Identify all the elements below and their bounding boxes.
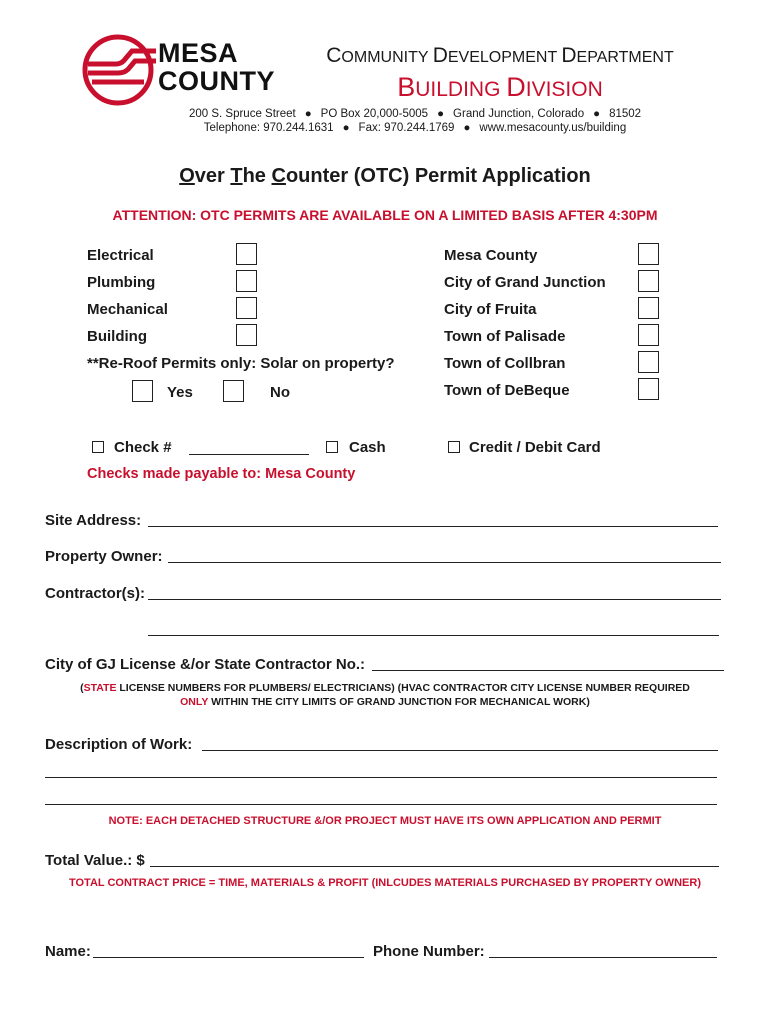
jurisdiction-debeque-label: Town of DeBeque: [444, 382, 570, 399]
phone-field[interactable]: [489, 957, 717, 958]
jurisdiction-mesa-county-label: Mesa County: [444, 247, 538, 264]
electrical-checkbox[interactable]: [236, 243, 257, 265]
structure-note: NOTE: EACH DETACHED STRUCTURE &/OR PROJECT MUST HAVE ITS OWN APPLICATION AND PERMIT: [108, 815, 662, 827]
total-value-note: TOTAL CONTRACT PRICE = TIME, MATERIALS & PROFIT (INLCUDES MATERIALS PURCHASED BY PROPERTY OWNER): [68, 877, 701, 889]
division-name: BUILDING DIVISION: [397, 72, 603, 102]
name-label: Name:: [45, 943, 91, 960]
solar-no-checkbox[interactable]: [223, 380, 244, 402]
logo-text-line1: MESA: [158, 38, 239, 68]
mesa-county-logo: [82, 34, 275, 106]
check-payment-checkbox[interactable]: [92, 441, 104, 453]
check-number-field[interactable]: [189, 454, 309, 455]
license-field[interactable]: [372, 670, 724, 671]
solar-no-label: No: [270, 384, 290, 401]
site-address-field[interactable]: [148, 526, 718, 527]
grand-junction-checkbox[interactable]: [638, 270, 659, 292]
jurisdiction-grand-junction-label: City of Grand Junction: [444, 274, 606, 291]
form-title: Over The Counter (OTC) Permit Application: [179, 165, 591, 187]
attention-notice: ATTENTION: OTC PERMITS ARE AVAILABLE ON A LIMITED BASIS AFTER 4:30PM: [112, 207, 658, 223]
department-name: COMMUNITY DEVELOPMENT DEPARTMENT: [326, 44, 674, 67]
jurisdiction-fruita-label: City of Fruita: [444, 301, 537, 318]
address-line: 200 S. Spruce Street ● PO Box 20,000-5005 ● Grand Junction, Colorado ● 81502: [188, 108, 642, 120]
mesa-county-emblem-icon: [82, 34, 158, 106]
solar-yes-label: Yes: [167, 384, 193, 401]
jurisdiction-palisade-label: Town of Palisade: [444, 328, 566, 345]
license-note: (STATE LICENSE NUMBERS FOR PLUMBERS/ ELECTRICIANS) (HVAC CONTRACTOR CITY LICENSE NUMBER REQUIRED: [80, 682, 690, 694]
name-field[interactable]: [93, 957, 364, 958]
collbran-checkbox[interactable]: [638, 351, 659, 373]
phone-label: Phone Number:: [373, 943, 485, 960]
cash-payment-checkbox[interactable]: [326, 441, 338, 453]
fruita-checkbox[interactable]: [638, 297, 659, 319]
jurisdiction-collbran-label: Town of Collbran: [444, 355, 566, 372]
property-owner-label: Property Owner:: [45, 548, 163, 565]
permit-type-electrical-label: Electrical: [87, 247, 154, 264]
logo-text-line2: COUNTY: [158, 66, 275, 96]
contractors-label: Contractor(s):: [45, 585, 145, 602]
check-payment-label: Check #: [114, 439, 172, 456]
card-payment-checkbox[interactable]: [448, 441, 460, 453]
description-field-line3[interactable]: [45, 804, 717, 805]
license-note-line2: ONLY WITHIN THE CITY LIMITS OF GRAND JUNCTION FOR MECHANICAL WORK): [180, 696, 590, 708]
mesa-county-checkbox[interactable]: [638, 243, 659, 265]
palisade-checkbox[interactable]: [638, 324, 659, 346]
total-value-field[interactable]: [150, 866, 719, 867]
debeque-checkbox[interactable]: [638, 378, 659, 400]
permit-type-building-label: Building: [87, 328, 147, 345]
contact-line: Telephone: 970.244.1631 ● Fax: 970.244.1769 ● www.mesacounty.us/building: [203, 122, 627, 134]
description-label: Description of Work:: [45, 736, 193, 753]
contractors-field[interactable]: [148, 599, 721, 600]
building-checkbox[interactable]: [236, 324, 257, 346]
checks-payable-note: Checks made payable to: Mesa County: [87, 466, 356, 482]
cash-payment-label: Cash: [349, 439, 386, 456]
property-owner-field[interactable]: [168, 562, 721, 563]
card-payment-label: Credit / Debit Card: [469, 439, 601, 456]
total-value-label: Total Value.: $: [45, 852, 145, 869]
description-field[interactable]: [202, 750, 718, 751]
permit-type-plumbing-label: Plumbing: [87, 274, 156, 291]
mechanical-checkbox[interactable]: [236, 297, 257, 319]
solar-yes-checkbox[interactable]: [132, 380, 153, 402]
description-field-line2[interactable]: [45, 777, 717, 778]
license-label: City of GJ License &/or State Contractor No.:: [45, 656, 366, 673]
permit-type-mechanical-label: Mechanical: [87, 301, 168, 318]
plumbing-checkbox[interactable]: [236, 270, 257, 292]
reroof-question: **Re-Roof Permits only: Solar on property?: [87, 355, 395, 372]
contractors-field-line2[interactable]: [148, 635, 719, 636]
site-address-label: Site Address:: [45, 512, 142, 529]
